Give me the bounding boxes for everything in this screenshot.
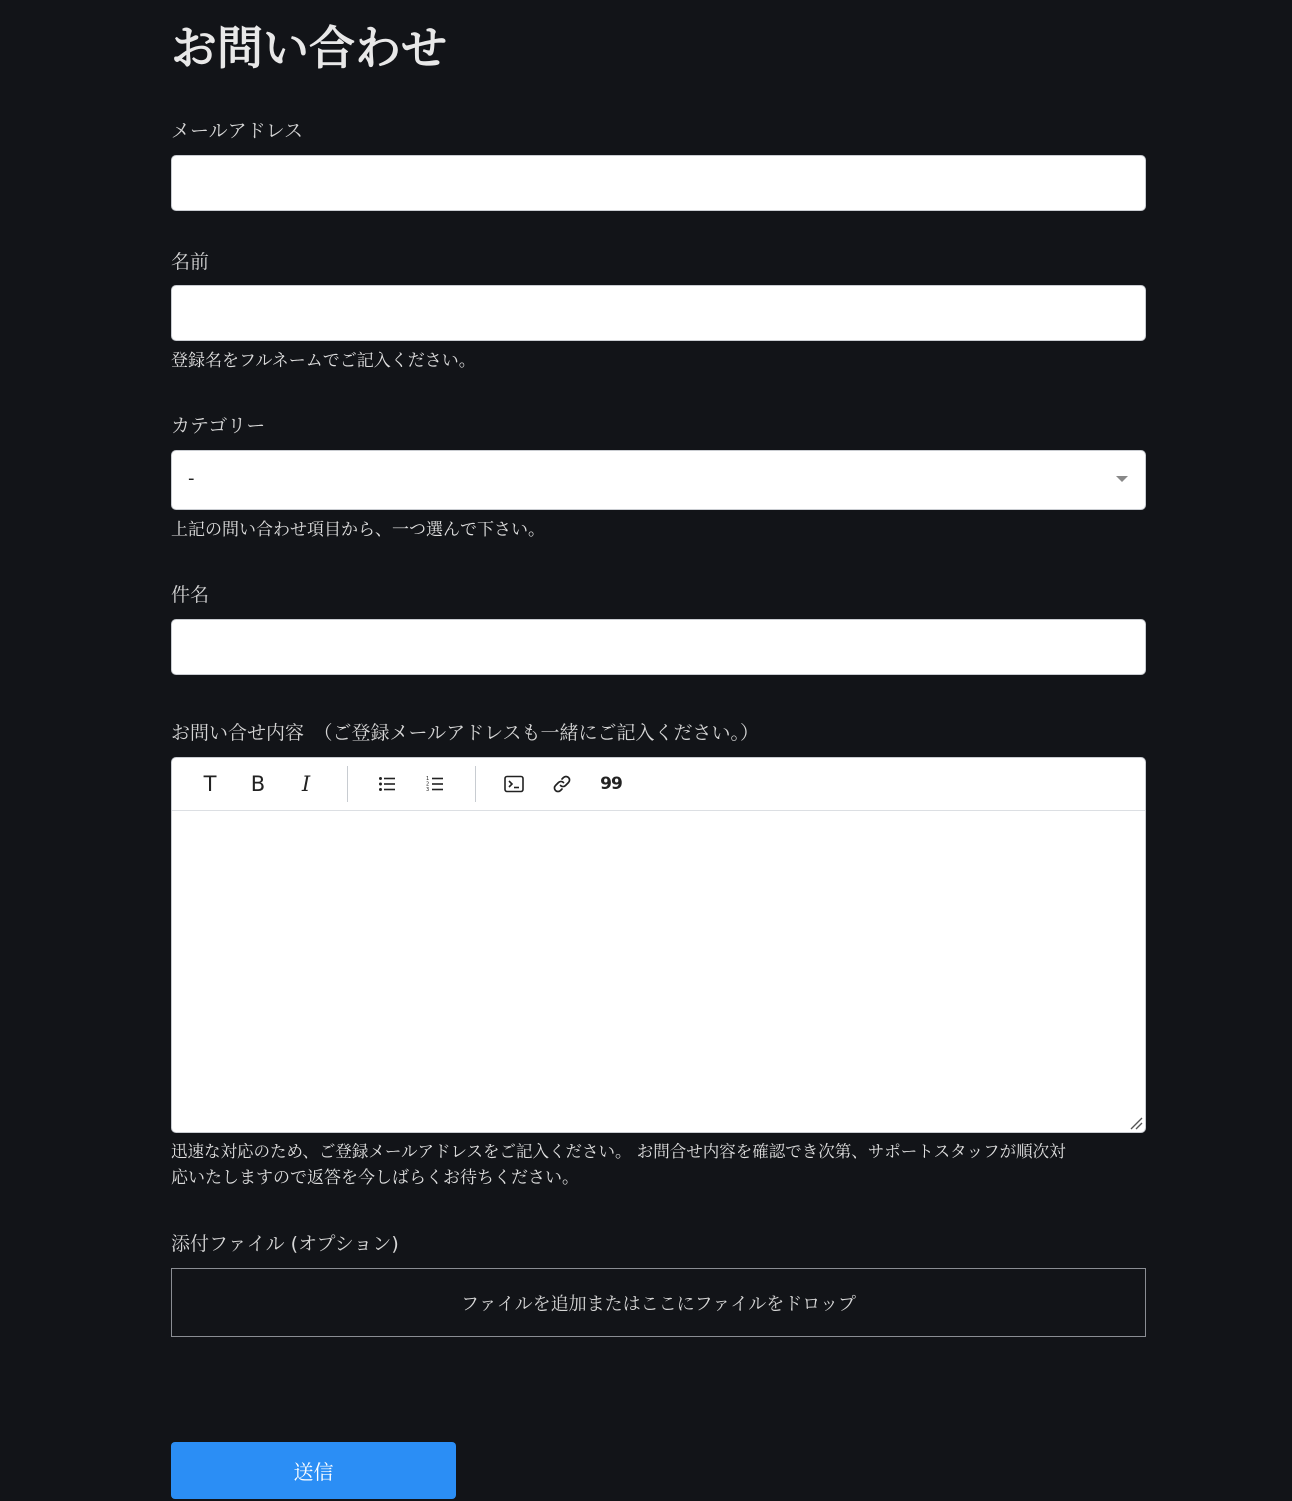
submit-button[interactable]: 送信	[171, 1442, 456, 1499]
toolbar-divider	[347, 766, 348, 802]
category-select[interactable]	[171, 450, 1146, 510]
subject-field[interactable]	[171, 619, 1146, 675]
category-hint: 上記の問い合わせ項目から、一つ選んで下さい。	[171, 520, 545, 540]
numbered-list-icon	[426, 775, 444, 793]
link-icon	[552, 774, 572, 794]
email-label: メールアドレス	[171, 120, 304, 142]
svg-text:2: 2	[426, 781, 430, 788]
bullet-list-button[interactable]	[372, 769, 402, 799]
bold-button[interactable]: B	[250, 771, 266, 796]
code-block-button[interactable]	[499, 769, 529, 799]
link-button[interactable]	[547, 769, 577, 799]
resize-handle-icon[interactable]	[1129, 1116, 1143, 1130]
page-title: お問い合わせ	[171, 21, 447, 75]
quote-button[interactable]: 99	[600, 774, 622, 794]
subject-label: 件名	[171, 584, 210, 606]
category-selected-value: -	[188, 468, 195, 489]
text-style-button[interactable]: T	[203, 771, 217, 796]
category-label: カテゴリー	[171, 415, 266, 437]
toolbar-divider	[475, 766, 476, 802]
attachment-label: 添付ファイル (オプション)	[171, 1233, 399, 1255]
name-hint: 登録名をフルネームでご記入ください。	[171, 351, 476, 371]
name-field[interactable]	[171, 285, 1146, 341]
message-editor	[171, 757, 1146, 1133]
numbered-list-button[interactable]	[420, 769, 450, 799]
email-field[interactable]	[171, 155, 1146, 211]
bullet-list-icon	[378, 775, 396, 793]
message-label: お問い合せ内容 （ご登録メールアドレスも一緒にご記入ください。）	[171, 722, 760, 744]
terminal-icon	[504, 775, 524, 793]
message-textarea[interactable]	[172, 811, 1145, 1133]
message-hint	[171, 1138, 1151, 1192]
message-hint-line2: 応いたしますので返答を今しばらくお待ちください。	[171, 1168, 579, 1188]
message-hint-line1: 迅速な対応のため、ご登録メールアドレスをご記入ください。 お問合せ内容を確認でき次第、サポートスタッフが順次対	[171, 1142, 1066, 1161]
dropzone-text: ファイルを追加またはここにファイルをドロップ	[461, 1293, 856, 1315]
name-label: 名前	[171, 251, 210, 273]
italic-button[interactable]: I	[301, 771, 311, 796]
svg-text:1: 1	[426, 776, 430, 782]
svg-text:3: 3	[426, 787, 430, 793]
file-dropzone[interactable]	[171, 1268, 1146, 1337]
editor-toolbar	[172, 758, 1145, 811]
chevron-down-icon	[1116, 476, 1128, 482]
